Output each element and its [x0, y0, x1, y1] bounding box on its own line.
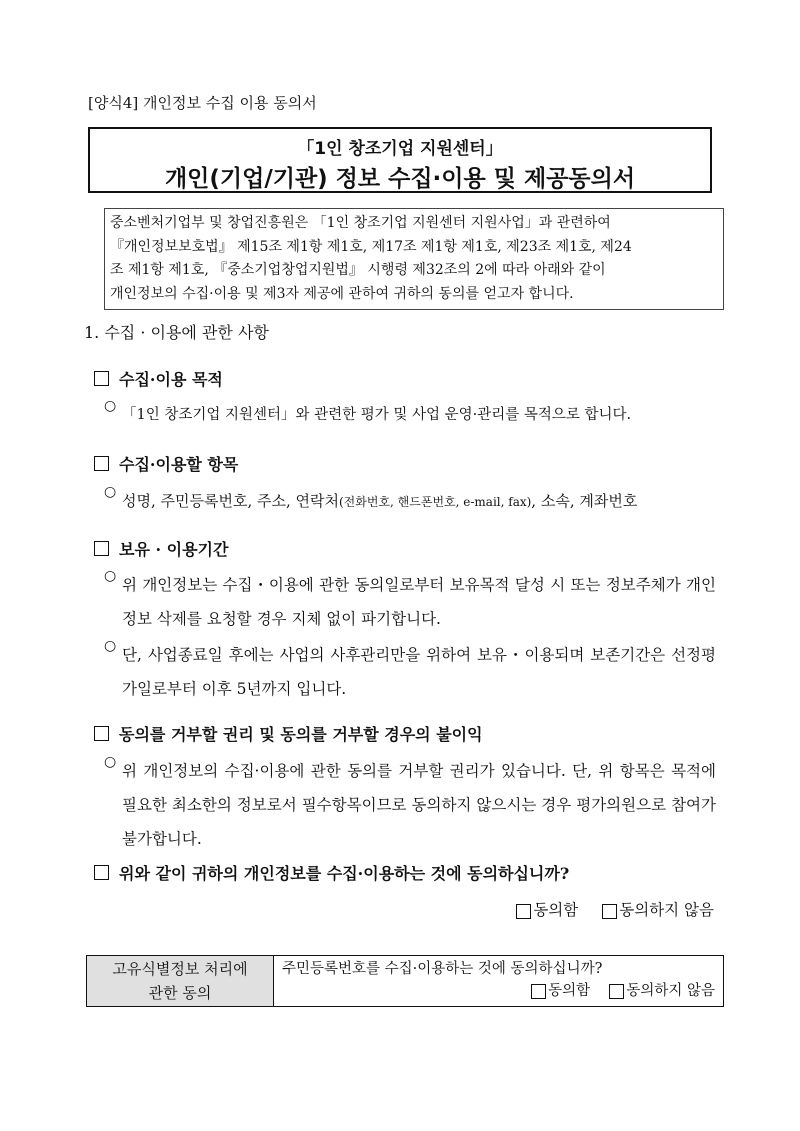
circle-bullet-icon: ○: [104, 638, 117, 654]
intro-line: 『개인정보보호법』 제15조 제1항 제1호, 제17조 제1항 제1호, 제23조 제1호, 제24: [110, 238, 632, 255]
items-tail: , 소속, 계좌번호: [531, 492, 638, 510]
uid-choices: [282, 980, 723, 1002]
uid-disagree-option[interactable]: [609, 983, 715, 999]
items-bullet-text: [122, 484, 720, 519]
items-main: 성명, 주민등록번호, 주소, 연락처: [122, 492, 339, 510]
retention-bullet-1-text: 위 개인정보는 수집・이용에 관한 동의일로부터 보유목적 달성 시 또는 정보주체가 개인정보 삭제를 요청할 경우 지체 없이 파기합니다.: [122, 576, 716, 628]
items-heading-text: 수집·이용할 항목: [119, 455, 239, 474]
uid-consent-table: [86, 955, 724, 1007]
purpose-bullet-text: 「1인 창조기업 지원센터」와 관련한 평가 및 사업 운영·관리를 목적으로 합니다.: [122, 407, 632, 423]
title-box: [88, 127, 712, 193]
agree-label: 동의함: [533, 901, 579, 919]
uid-agree-option[interactable]: [531, 983, 590, 999]
purpose-bullet: [104, 398, 714, 432]
intro-box: [104, 208, 724, 310]
refusal-bullet: [104, 754, 716, 856]
agree-option[interactable]: [516, 898, 578, 920]
retention-heading-text: 보유 · 이용기간: [119, 540, 229, 559]
contact-details: (전화번호, 핸드폰번호, e-mail, fax): [338, 495, 532, 509]
retention-heading: [94, 537, 228, 560]
items-heading: [94, 452, 238, 475]
refusal-heading-text: 동의를 거부할 권리 및 동의를 거부할 경우의 불이익: [119, 725, 483, 744]
disagree-checkbox[interactable]: [602, 904, 617, 919]
section-title: 1. 수집 · 이용에 관한 사항: [84, 323, 269, 342]
retention-bullet-2: [104, 638, 716, 706]
square-bullet-icon: [94, 726, 109, 741]
title-subtitle: 「1인 창조기업 지원센터」: [297, 139, 503, 159]
consent-heading: [94, 861, 569, 884]
uid-disagree-checkbox[interactable]: [609, 984, 624, 999]
retention-bullet-2-text: 단, 사업종료일 후에는 사업의 사후관리만을 위하여 보유・이용되며 보존기간은 선정평가일로부터 이후 5년까지 입니다.: [122, 646, 716, 698]
circle-bullet-icon: ○: [104, 484, 117, 500]
disagree-option[interactable]: [602, 898, 714, 920]
uid-label-line1: 고유식별정보 처리에: [112, 960, 248, 978]
form-label: [양식4] 개인정보 수집 이용 동의서: [88, 94, 317, 112]
circle-bullet-icon: ○: [104, 754, 117, 770]
uid-question-cell: [274, 956, 723, 1006]
square-bullet-icon: [94, 371, 109, 386]
refusal-bullet-text: 위 개인정보의 수집·이용에 관한 동의를 거부할 권리가 있습니다. 단, 위 항목은 목적에 필요한 최소한의 정보로서 필수항목이므로 동의하지 않으시는 경우 평가의원으로 참여가 불가합니다.: [122, 762, 716, 848]
square-bullet-icon: [94, 456, 109, 471]
uid-disagree-label: 동의하지 않음: [626, 983, 715, 999]
uid-agree-checkbox[interactable]: [531, 984, 546, 999]
retention-bullet-1: [104, 568, 716, 636]
page-title: 개인(기업/기관) 정보 수집·이용 및 제공동의서: [164, 166, 636, 192]
consent-choices: [516, 898, 714, 920]
intro-line: 조 제1항 제1호, 『중소기업창업지원법』 시행령 제32조의 2에 따라 아래와 같이: [110, 262, 606, 278]
uid-question: 주민등록번호를 수집·이용하는 것에 동의하십니까?: [282, 961, 603, 977]
circle-bullet-icon: ○: [104, 568, 117, 584]
refusal-heading: [94, 722, 483, 745]
circle-bullet-icon: ○: [104, 398, 117, 414]
consent-heading-text: 위와 같이 귀하의 개인정보를 수집·이용하는 것에 동의하십니까?: [119, 864, 570, 883]
intro-line: 개인정보의 수집·이용 및 제3자 제공에 관하여 귀하의 동의를 얻고자 합니다.: [110, 285, 574, 302]
items-bullet: [104, 484, 720, 519]
agree-checkbox[interactable]: [516, 904, 531, 919]
uid-label-cell: [87, 956, 274, 1006]
disagree-label: 동의하지 않음: [619, 901, 714, 919]
square-bullet-icon: [94, 865, 109, 880]
purpose-heading: [94, 367, 223, 390]
intro-line: 중소벤처기업부 및 창업진흥원은 「1인 창조기업 지원센터 지원사업」과 관련하여: [110, 215, 611, 231]
purpose-heading-text: 수집·이용 목적: [119, 370, 223, 389]
uid-agree-label: 동의함: [548, 983, 591, 999]
uid-label-line2: 관한 동의: [148, 984, 212, 1002]
square-bullet-icon: [94, 541, 109, 556]
